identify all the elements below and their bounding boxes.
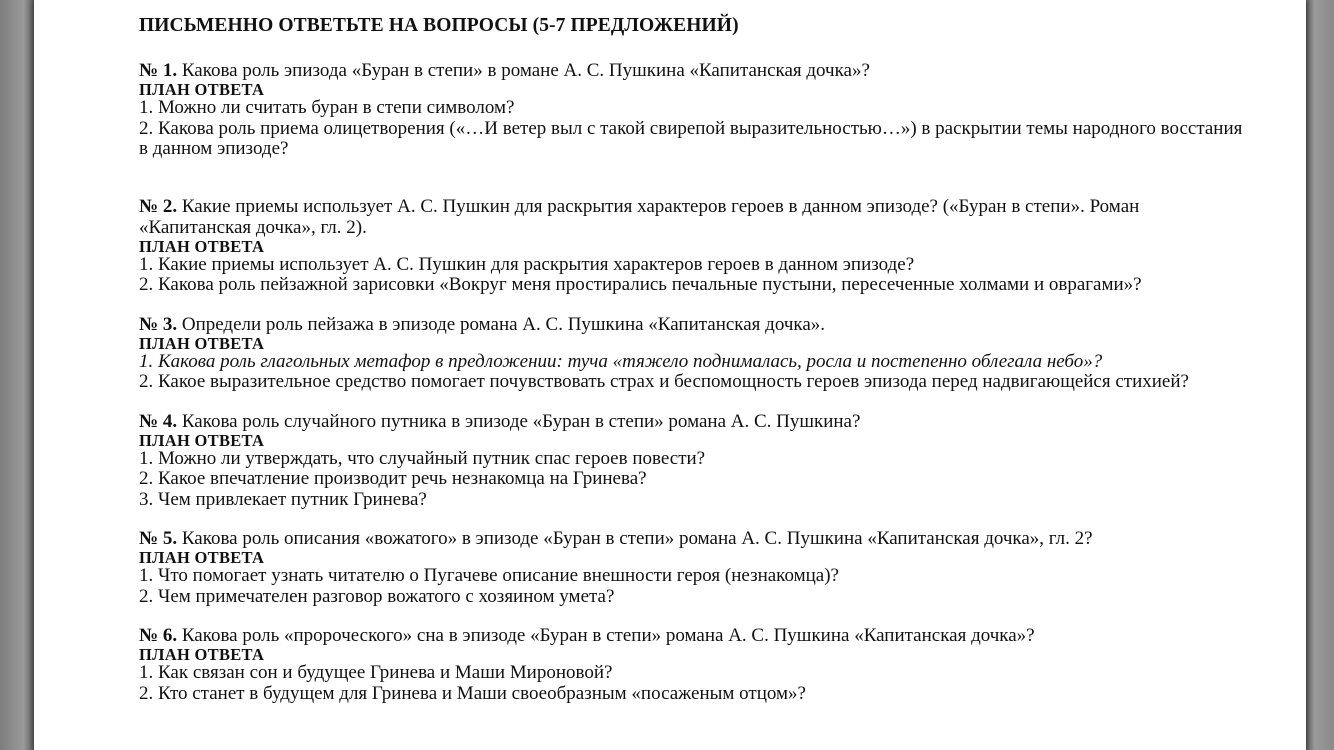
question-body: Определи роль пейзажа в эпизоде романа А. С. Пушкина «Капитанская дочка». bbox=[181, 313, 826, 335]
question-block-3 bbox=[139, 314, 1249, 393]
plan-item: 2. Какое впечатление производит речь незнакомца на Гринева? bbox=[139, 468, 647, 489]
question-body: Какие приемы использует А. С. Пушкин для раскрытия характеров героев в данном эпизоде? («Буран в степи». Роман «Капитанская дочка», гл. 2). bbox=[139, 195, 1140, 238]
plan-item: 1. Какие приемы использует А. С. Пушкин для раскрытия характеров героев в данном эпизоде? bbox=[139, 253, 915, 275]
question-block-2 bbox=[139, 196, 1249, 296]
question-number: № 2. bbox=[139, 195, 178, 217]
plan-item: 2. Какова роль пейзажной зарисовки «Вокруг меня простирались печальные пустыни, пересеченные холмами и оврагами»? bbox=[139, 274, 1142, 295]
viewer-background-left bbox=[0, 0, 34, 750]
question-number: № 6. bbox=[139, 625, 178, 646]
question-body: Какова роль случайного путника в эпизоде «Буран в степи» романа А. С. Пушкина? bbox=[181, 410, 861, 432]
question-block-1 bbox=[139, 60, 1249, 160]
plan-item: 2. Чем примечателен разговор вожатого с хозяином умета? bbox=[139, 585, 615, 607]
document-content bbox=[139, 14, 1249, 722]
plan-label: ПЛАН ОТВЕТА bbox=[139, 80, 265, 99]
page-heading: ПИСЬМЕННО ОТВЕТЬТЕ НА ВОПРОСЫ (5-7 ПРЕДЛОЖЕНИЙ) bbox=[139, 15, 739, 36]
document-page bbox=[34, 0, 1306, 750]
plan-item: 2. Какое выразительное средство помогает почувствовать страх и беспомощность героев эпизода перед надвигающейся стихией? bbox=[139, 371, 1189, 392]
plan-item: 1. Как связан сон и будущее Гринева и Маши Мироновой? bbox=[139, 662, 613, 683]
question-body: Какова роль описания «вожатого» в эпизоде «Буран в степи» романа А. С. Пушкина «Капитанская дочка», гл. 2? bbox=[181, 528, 1093, 549]
question-number: № 5. bbox=[139, 528, 178, 549]
question-text bbox=[139, 411, 1249, 432]
plan-item: 1. Можно ли считать буран в степи символом? bbox=[139, 97, 515, 118]
plan-item: 2. Кто станет в будущем для Гринева и Маши своеобразным «посаженым отцом»? bbox=[139, 682, 806, 704]
question-number: № 1. bbox=[139, 60, 178, 81]
plan-label: ПЛАН ОТВЕТА bbox=[139, 548, 265, 567]
viewer-background-right bbox=[1306, 0, 1334, 750]
plan-label: ПЛАН ОТВЕТА bbox=[139, 236, 265, 256]
plan-label: ПЛАН ОТВЕТА bbox=[139, 333, 265, 353]
question-text bbox=[139, 528, 1249, 549]
plan-label: ПЛАН ОТВЕТА bbox=[139, 645, 265, 664]
question-text bbox=[139, 314, 1249, 335]
question-block-5 bbox=[139, 528, 1249, 607]
plan-label: ПЛАН ОТВЕТА bbox=[139, 430, 265, 450]
question-block-4 bbox=[139, 411, 1249, 511]
plan-item: 3. Чем привлекает путник Гринева? bbox=[139, 488, 427, 510]
question-text bbox=[139, 60, 1249, 81]
question-number: № 4. bbox=[139, 410, 178, 432]
question-block-6 bbox=[139, 625, 1249, 704]
question-text bbox=[139, 196, 1249, 238]
plan-item: 1. Можно ли утверждать, что случайный путник спас героев повести? bbox=[139, 447, 706, 469]
plan-item: 1. Что помогает узнать читателю о Пугачеве описание внешности героя (незнакомца)? bbox=[139, 565, 839, 586]
question-number: № 3. bbox=[139, 313, 178, 335]
question-text bbox=[139, 625, 1249, 646]
plan-item: 2. Какова роль приема олицетворения («…И ветер выл с такой свирепой выразительностью…») в раскрытии темы народного восстания в данном эпизоде? bbox=[139, 117, 1243, 159]
question-body: Какова роль «пророческого» сна в эпизоде «Буран в степи» романа А. С. Пушкина «Капитанская дочка»? bbox=[181, 625, 1035, 646]
question-body: Какова роль эпизода «Буран в степи» в романе А. С. Пушкина «Капитанская дочка»? bbox=[181, 60, 870, 81]
plan-item: 1. Какова роль глагольных метафор в предложении: туча «тяжело поднималась, росла и постепенно облегала небо»? bbox=[139, 350, 1103, 372]
